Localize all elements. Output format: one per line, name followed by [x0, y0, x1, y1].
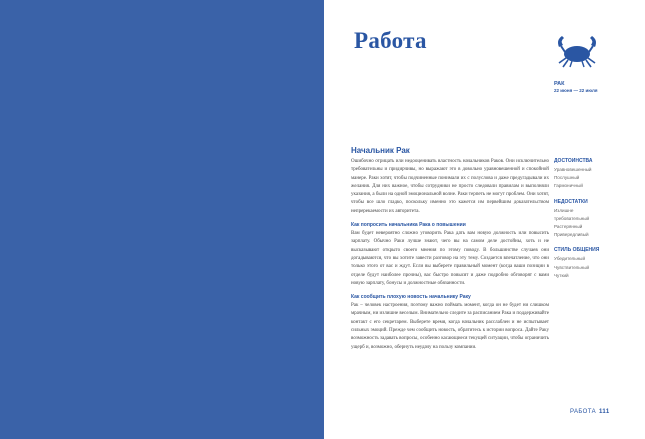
zodiac-sign-name: РАК	[554, 81, 565, 87]
trait-item: Чувствительный	[554, 264, 590, 270]
trait-item: Привередливый	[554, 232, 589, 238]
communication-style-heading: СТИЛЬ ОБЩЕНИЯ	[554, 247, 600, 254]
crab-icon	[554, 30, 600, 70]
weaknesses-group	[554, 199, 634, 240]
section-title: Начальник Рак	[351, 146, 410, 155]
page-number: 111	[599, 409, 610, 415]
trait-item: Уравновешенный	[554, 167, 592, 172]
subheading-promotion: Как попросить начальника Рака о повышении	[351, 222, 466, 229]
footer-section-label: РАБОТА	[570, 409, 597, 415]
promotion-paragraph: Вам будет невероятно сложно уговорить Рака дать вам новую должность или повысить зарплату. Обычно Раки лучше знают, чего вы на самом деле достойны, хоть и не высказывают открыто своего мнения по этому поводу. В большинстве случаев они догадываются, что вы хотите завести разговор на эту тему. Создается впечатление, что они только этого от вас и ждут. Если вы выберете правильный момент (когда ваши позиции в отделе будут наиболее прочны), вас быстро повысят и даже подробно обговорят с вами новую зарплату, бонусы и должностные обязанности.	[351, 231, 549, 286]
trait-item: требовательный	[554, 215, 590, 221]
weaknesses-heading: НЕДОСТАТКИ	[554, 198, 588, 205]
communication-style-group	[554, 247, 634, 280]
trait-item: Убедительный	[554, 256, 586, 262]
trait-item: Чуткий	[554, 272, 569, 278]
trait-item: Послушный	[554, 175, 580, 181]
main-text-column	[351, 146, 549, 352]
strengths-group	[554, 158, 634, 191]
traits-sidebar	[554, 158, 634, 288]
intro-paragraph: Ошибочно отрицать или недооценивать властность начальников Раков. Они исключительно требовательны и придирчивы, но выражают это в довольно уравновешенной и спокойной манере. Раки хотят, чтобы подчиненные понимали их с полуслова и даже предугадывали их желания. Для них важное, чтобы сотрудники не просто следовали правилам и выполняли указания, а были на одной эмоциональной волне. Раки терпеть не могут проблем. Они хотят, чтобы все шло гладко, поскольку именно это кажется им первейшим доказательством непререкаемости их авторитета.	[351, 159, 550, 214]
bad-news-paragraph: Рак – человек настроения, поэтому важно поймать момент, когда он не будет ни слишком мрачным, ни излишне веселым. Внимательно следите за расписанием Рака и поддерживайте контакт с его секретарем. Выберете время, когда начальник расслаблен и не испытывает сильных эмоций. Прежде чем сообщить новость, обратитесь к истории вопроса. Дайте Раку возможность задавать вопросы, особенно касающиеся текущей ситуации, чтобы ограничить ущерб и, возможно, обернуть неудачу на пользу компании.	[351, 303, 549, 350]
zodiac-sign-dates: 22 июня — 22 июля	[554, 88, 598, 93]
trait-item: Излишне	[554, 207, 574, 213]
subheading-bad-news: Как сообщить плохую новость начальнику Раку	[351, 294, 471, 301]
trait-item: Растерянный	[554, 224, 583, 230]
page-title: Работа	[354, 28, 427, 53]
page-footer	[570, 409, 610, 415]
strengths-heading: ДОСТОИНСТВА	[554, 158, 593, 164]
right-page	[324, 0, 645, 439]
trait-item: Гармоничный	[554, 183, 583, 189]
